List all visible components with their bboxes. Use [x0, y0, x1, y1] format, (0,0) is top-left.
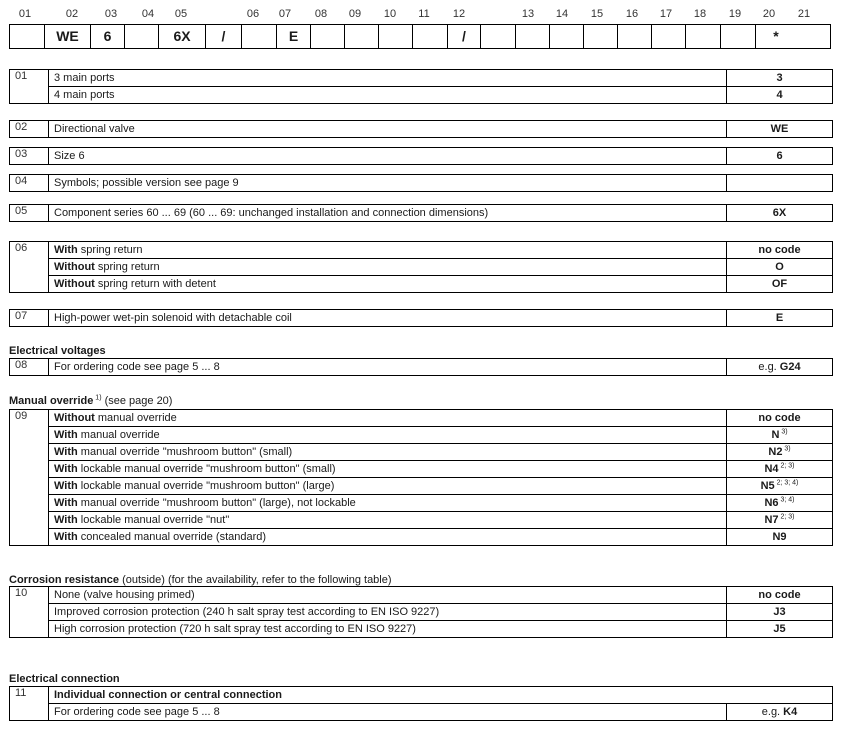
option-code: N7 $^{2; 3)}$	[727, 512, 833, 529]
position-number: 13	[521, 8, 535, 20]
group-number: 07	[10, 310, 49, 327]
table-row	[10, 427, 833, 444]
table-row	[10, 687, 833, 704]
group-number: 05	[10, 205, 49, 222]
position-number: 02	[65, 8, 79, 20]
option-code: O	[727, 259, 833, 276]
option-description: High corrosion protection (720 h salt spray test according to EN ISO 9227)	[49, 621, 727, 638]
table-row	[10, 444, 833, 461]
option-code: N $^{3)}$	[727, 427, 833, 444]
position-number: 18	[693, 8, 707, 20]
option-code: no code	[727, 242, 833, 259]
table-row	[10, 512, 833, 529]
table-row	[10, 587, 833, 604]
table-row	[10, 175, 833, 192]
table-row	[10, 604, 833, 621]
option-code	[727, 175, 833, 192]
option-description: With manual override	[49, 427, 727, 444]
code-box	[10, 25, 44, 48]
table-row	[10, 410, 833, 427]
code-box: WE	[44, 25, 90, 48]
table-row	[10, 529, 833, 546]
code-group-03	[9, 147, 833, 165]
section-title: Manual override $^{1)}$ (see page 20)	[9, 394, 173, 407]
option-description: For ordering code see page 5 ... 8	[49, 359, 727, 376]
table-row	[10, 205, 833, 222]
code-box: E	[276, 25, 310, 48]
option-code: E	[727, 310, 833, 327]
group-number: 10	[10, 587, 49, 638]
option-description: With manual override "mushroom button" (large), not lockable	[49, 495, 727, 512]
code-box	[241, 25, 276, 48]
code-box	[515, 25, 549, 48]
option-code: N9	[727, 529, 833, 546]
code-box: /	[205, 25, 241, 48]
position-numbers	[9, 8, 837, 24]
table-row	[10, 495, 833, 512]
option-code: e.g. K4	[727, 704, 833, 721]
position-number: 21	[797, 8, 811, 20]
position-number: 09	[348, 8, 362, 20]
table-row	[10, 704, 833, 721]
position-number: 05	[174, 8, 188, 20]
code-group-09	[9, 409, 833, 546]
option-code: 4	[727, 87, 833, 104]
code-box	[685, 25, 720, 48]
position-number: 12	[452, 8, 466, 20]
code-box	[378, 25, 412, 48]
group-number: 04	[10, 175, 49, 192]
code-group-04	[9, 174, 833, 192]
position-number: 06	[246, 8, 260, 20]
code-group-07	[9, 309, 833, 327]
option-description: With manual override "mushroom button" (small)	[49, 444, 727, 461]
position-number: 10	[383, 8, 397, 20]
table-row	[10, 461, 833, 478]
option-code: N6 $^{3; 4)}$	[727, 495, 833, 512]
option-code: J5	[727, 621, 833, 638]
position-number: 20	[762, 8, 776, 20]
group-number: 11	[10, 687, 49, 721]
code-box	[549, 25, 583, 48]
code-box	[617, 25, 651, 48]
option-code: J3	[727, 604, 833, 621]
option-code: N5 $^{2; 3; 4)}$	[727, 478, 833, 495]
code-group-10	[9, 586, 833, 638]
table-row	[10, 148, 833, 165]
option-description: 4 main ports	[49, 87, 727, 104]
code-box	[651, 25, 685, 48]
option-description: For ordering code see page 5 ... 8	[49, 704, 727, 721]
ordering-code-boxes	[9, 24, 831, 49]
table-row	[10, 310, 833, 327]
section-title: Electrical voltages	[9, 345, 106, 357]
table-row	[10, 621, 833, 638]
option-code: N4 $^{2; 3)}$	[727, 461, 833, 478]
option-code: e.g. G24	[727, 359, 833, 376]
option-description: Size 6	[49, 148, 727, 165]
option-description: With concealed manual override (standard)	[49, 529, 727, 546]
option-description: Symbols; possible version see page 9	[49, 175, 727, 192]
code-group-02	[9, 120, 833, 138]
option-code: 6X	[727, 205, 833, 222]
option-description: 3 main ports	[49, 70, 727, 87]
position-number: 01	[18, 8, 32, 20]
group-number: 09	[10, 410, 49, 546]
position-number: 14	[555, 8, 569, 20]
table-row	[10, 478, 833, 495]
code-box: /	[447, 25, 480, 48]
option-description: Improved corrosion protection (240 h salt spray test according to EN ISO 9227)	[49, 604, 727, 621]
position-number: 16	[625, 8, 639, 20]
group-number: 02	[10, 121, 49, 138]
code-box	[720, 25, 755, 48]
code-box	[412, 25, 447, 48]
code-group-06	[9, 241, 833, 293]
code-group-01	[9, 69, 833, 104]
code-box: *	[755, 25, 796, 48]
group-number: 01	[10, 70, 49, 104]
position-number: 07	[278, 8, 292, 20]
option-description: Component series 60 ... 69 (60 ... 69: unchanged installation and connection dimensions)	[49, 205, 727, 222]
option-code: N2 $^{3)}$	[727, 444, 833, 461]
code-group-05	[9, 204, 833, 222]
option-description: Without spring return with detent	[49, 276, 727, 293]
code-box: 6X	[158, 25, 205, 48]
table-row	[10, 242, 833, 259]
code-box	[480, 25, 515, 48]
table-row	[10, 359, 833, 376]
option-description: With spring return	[49, 242, 727, 259]
code-box	[124, 25, 158, 48]
table-row	[10, 70, 833, 87]
option-code: 3	[727, 70, 833, 87]
position-number: 04	[141, 8, 155, 20]
option-code: OF	[727, 276, 833, 293]
option-description: Directional valve	[49, 121, 727, 138]
option-description: With lockable manual override "mushroom button" (large)	[49, 478, 727, 495]
section-title: Corrosion resistance (outside) (for the availability, refer to the following table)	[9, 574, 392, 586]
option-code: no code	[727, 410, 833, 427]
position-number: 11	[418, 8, 430, 20]
group-number: 03	[10, 148, 49, 165]
position-number: 03	[104, 8, 118, 20]
code-box	[344, 25, 378, 48]
option-description: With lockable manual override "nut"	[49, 512, 727, 529]
table-row	[10, 121, 833, 138]
code-group-11	[9, 686, 833, 721]
code-group-08	[9, 358, 833, 376]
section-title: Electrical connection	[9, 673, 120, 685]
position-number: 19	[728, 8, 742, 20]
group-number: 06	[10, 242, 49, 293]
option-description: High-power wet-pin solenoid with detachable coil	[49, 310, 727, 327]
table-row	[10, 276, 833, 293]
code-box: 6	[90, 25, 124, 48]
table-row	[10, 87, 833, 104]
position-number: 15	[590, 8, 604, 20]
code-box	[583, 25, 617, 48]
position-number: 08	[314, 8, 328, 20]
option-code: 6	[727, 148, 833, 165]
option-description: Without spring return	[49, 259, 727, 276]
position-number: 17	[659, 8, 673, 20]
option-code: WE	[727, 121, 833, 138]
option-code: no code	[727, 587, 833, 604]
table-row	[10, 259, 833, 276]
ordering-code-header	[9, 8, 837, 49]
code-box	[310, 25, 344, 48]
group-number: 08	[10, 359, 49, 376]
option-description: Individual connection or central connection	[49, 687, 833, 704]
option-description: None (valve housing primed)	[49, 587, 727, 604]
option-description: With lockable manual override "mushroom button" (small)	[49, 461, 727, 478]
option-description: Without manual override	[49, 410, 727, 427]
